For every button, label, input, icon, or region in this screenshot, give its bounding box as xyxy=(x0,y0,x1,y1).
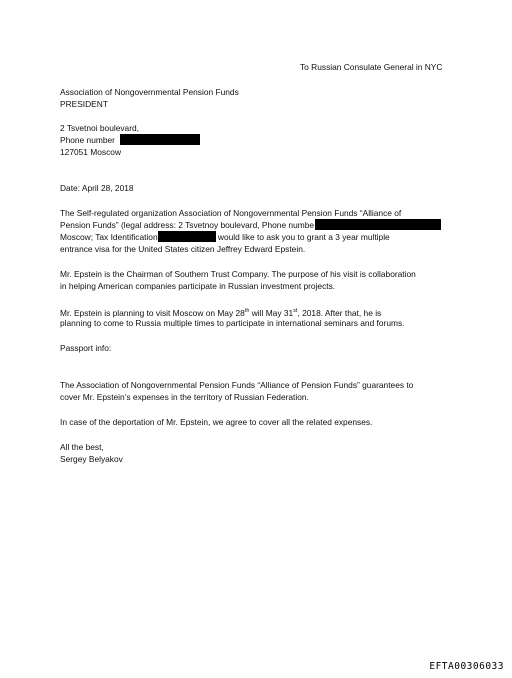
phone-label: Phone number xyxy=(60,135,115,145)
superscript: th xyxy=(244,308,250,314)
sender-organization: Association of Nongovernmental Pension Funds xyxy=(60,87,239,97)
paragraph-2-line-1: Mr. Epstein is the Chairman of Southern Trust Company. The purpose of his visit is collaboration xyxy=(60,269,416,279)
sender-title: PRESIDENT xyxy=(60,99,108,109)
paragraph-1-line-2-text: Pension Funds” (legal address: 2 Tsvetnoy boulevard, Phone numbe xyxy=(60,220,315,230)
paragraph-1-line-2 xyxy=(60,219,441,231)
paragraph-1-line-3-start: Moscow; Tax Identification xyxy=(60,232,158,242)
closing: All the best, xyxy=(60,442,104,452)
passport-info-label: Passport info: xyxy=(60,343,112,353)
address-city: 127051 Moscow xyxy=(60,147,121,157)
paragraph-1-line-3 xyxy=(60,231,390,243)
paragraph-3-text-a: Mr. Epstein is planning to visit Moscow on May 28 xyxy=(60,307,245,318)
signer-name: Sergey Belyakov xyxy=(60,454,123,464)
paragraph-3-line-2: planning to come to Russia multiple times to participate in international seminars and forums. xyxy=(60,318,405,328)
phone-line xyxy=(60,134,200,146)
paragraph-3-text-c: , 2018. After that, he is xyxy=(297,307,382,318)
superscript: st xyxy=(293,308,298,314)
address-street: 2 Tsvetnoi boulevard, xyxy=(60,123,139,133)
paragraph-3-text-b: will May 31 xyxy=(249,307,294,318)
addressee-line: To Russian Consulate General in NYC xyxy=(300,62,443,72)
redaction-bar xyxy=(315,219,441,230)
paragraph-4-line-2: cover Mr. Epstein’s expenses in the territory of Russian Federation. xyxy=(60,392,309,402)
paragraph-1-line-1: The Self-regulated organization Association of Nongovernmental Pension Funds “Alliance of xyxy=(60,208,402,218)
document-id-stamp: EFTA00306033 xyxy=(429,661,504,672)
paragraph-1-line-4: entrance visa for the United States citizen Jeffrey Edward Epstein. xyxy=(60,244,306,254)
paragraph-2-line-2: in helping American companies participate in Russian investment projects. xyxy=(60,281,336,291)
letter-date: Date: April 28, 2018 xyxy=(60,183,134,193)
redaction-bar xyxy=(158,231,216,242)
paragraph-5: In case of the deportation of Mr. Epstein, we agree to cover all the related expenses. xyxy=(60,417,373,427)
paragraph-4-line-1: The Association of Nongovernmental Pension Funds “Alliance of Pension Funds” guarantees to xyxy=(60,380,414,390)
paragraph-1-line-3-end: would like to ask you to grant a 3 year multiple xyxy=(215,232,390,242)
redaction-bar xyxy=(120,134,200,145)
